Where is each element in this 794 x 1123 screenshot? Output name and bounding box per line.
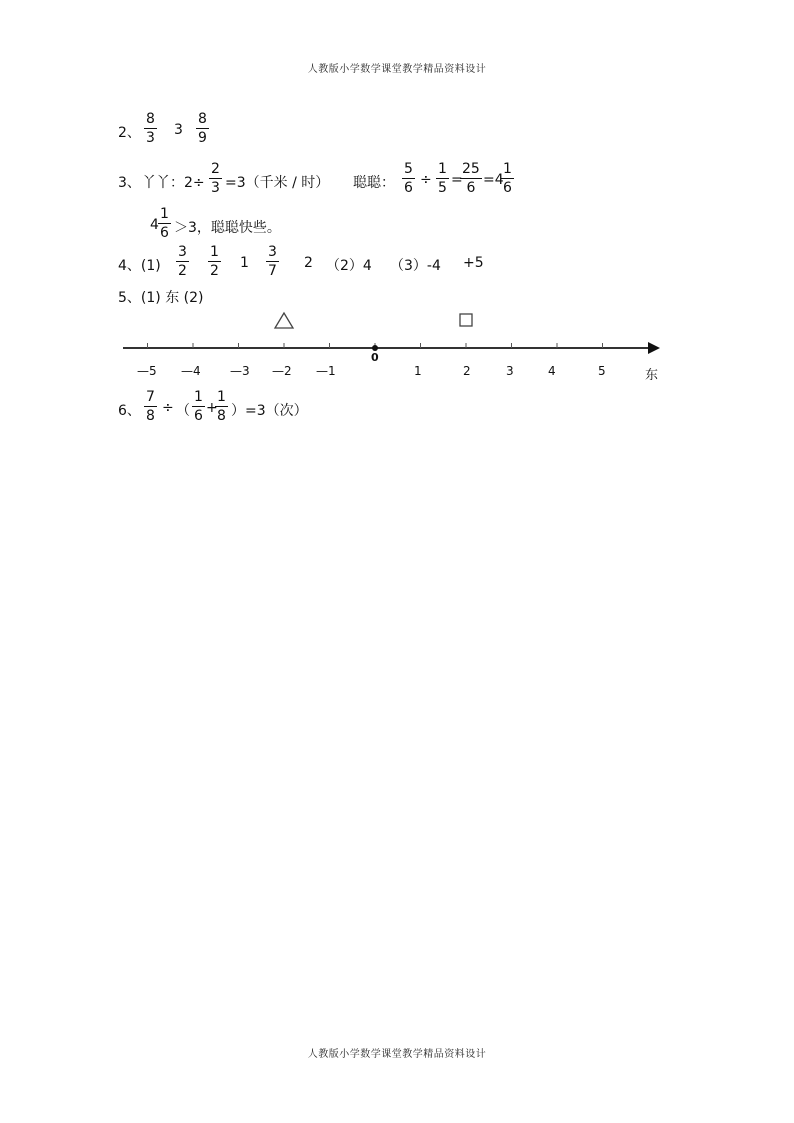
fraction: 7 8 xyxy=(146,389,155,424)
fraction: 8 9 xyxy=(198,111,207,146)
fraction: 3 7 xyxy=(268,244,277,279)
value-text: 2 xyxy=(304,255,313,271)
page-footer: 人教版小学数学课堂教学精品资料设计 xyxy=(307,1049,487,1060)
text: 聪聪： xyxy=(353,175,395,191)
fraction: 1 5 xyxy=(438,161,447,196)
fraction: 8 3 xyxy=(146,111,155,146)
operator: = xyxy=(451,172,463,188)
fraction: 1 6 xyxy=(194,389,203,424)
text: （2）4 xyxy=(326,258,372,274)
fraction: 5 6 xyxy=(404,161,413,196)
fraction: 1 2 xyxy=(210,244,219,279)
operator: ÷ xyxy=(162,400,174,416)
whole-number: 4 xyxy=(150,217,159,233)
fraction: 1 8 xyxy=(217,389,226,424)
tick-label: 2 xyxy=(463,364,471,378)
fraction: 1 6 xyxy=(160,206,169,241)
text: =3（千米 / 时） xyxy=(225,175,330,191)
tick-label: —1 xyxy=(316,364,336,378)
direction-label: 东 xyxy=(645,368,659,383)
fraction: 25 6 xyxy=(462,161,480,196)
answer-number: 4、(1) xyxy=(118,258,161,274)
text: =4 xyxy=(483,172,504,188)
text: 丫丫：2÷ xyxy=(142,175,205,191)
text: 5、(1) 东 (2) xyxy=(118,290,204,306)
tick-label: 0 xyxy=(371,351,379,364)
triangle-icon xyxy=(275,313,293,328)
value-text: +5 xyxy=(463,255,484,271)
operator: + xyxy=(206,400,218,416)
tick-label: 4 xyxy=(548,364,556,378)
tick-label: —3 xyxy=(230,364,250,378)
tick-label: 1 xyxy=(414,364,422,378)
answer-number: 3、 xyxy=(118,175,141,191)
page-header: 人教版小学数学课堂教学精品资料设计 xyxy=(307,64,487,75)
text: ＞3，聪聪快些。 xyxy=(174,220,281,236)
fraction: 2 3 xyxy=(211,161,220,196)
number-line-labels xyxy=(0,351,794,384)
value-text: 1 xyxy=(240,255,249,271)
value-text: 3 xyxy=(174,122,183,138)
tick-label: —2 xyxy=(272,364,292,378)
fraction: 1 6 xyxy=(503,161,512,196)
operator: ÷ xyxy=(420,172,432,188)
tick-label: —4 xyxy=(181,364,201,378)
answer-number: 2、 xyxy=(118,125,141,141)
tick-label: 5 xyxy=(598,364,606,378)
tick-label: 3 xyxy=(506,364,514,378)
answer-number: 6、 xyxy=(118,403,141,419)
arrow-icon xyxy=(648,342,660,354)
text: （3）-4 xyxy=(390,258,441,274)
fraction: 3 2 xyxy=(178,244,187,279)
operator: （ xyxy=(176,403,190,419)
text: ）=3（次） xyxy=(231,403,308,419)
tick-label: —5 xyxy=(137,364,157,378)
square-icon xyxy=(460,314,472,326)
